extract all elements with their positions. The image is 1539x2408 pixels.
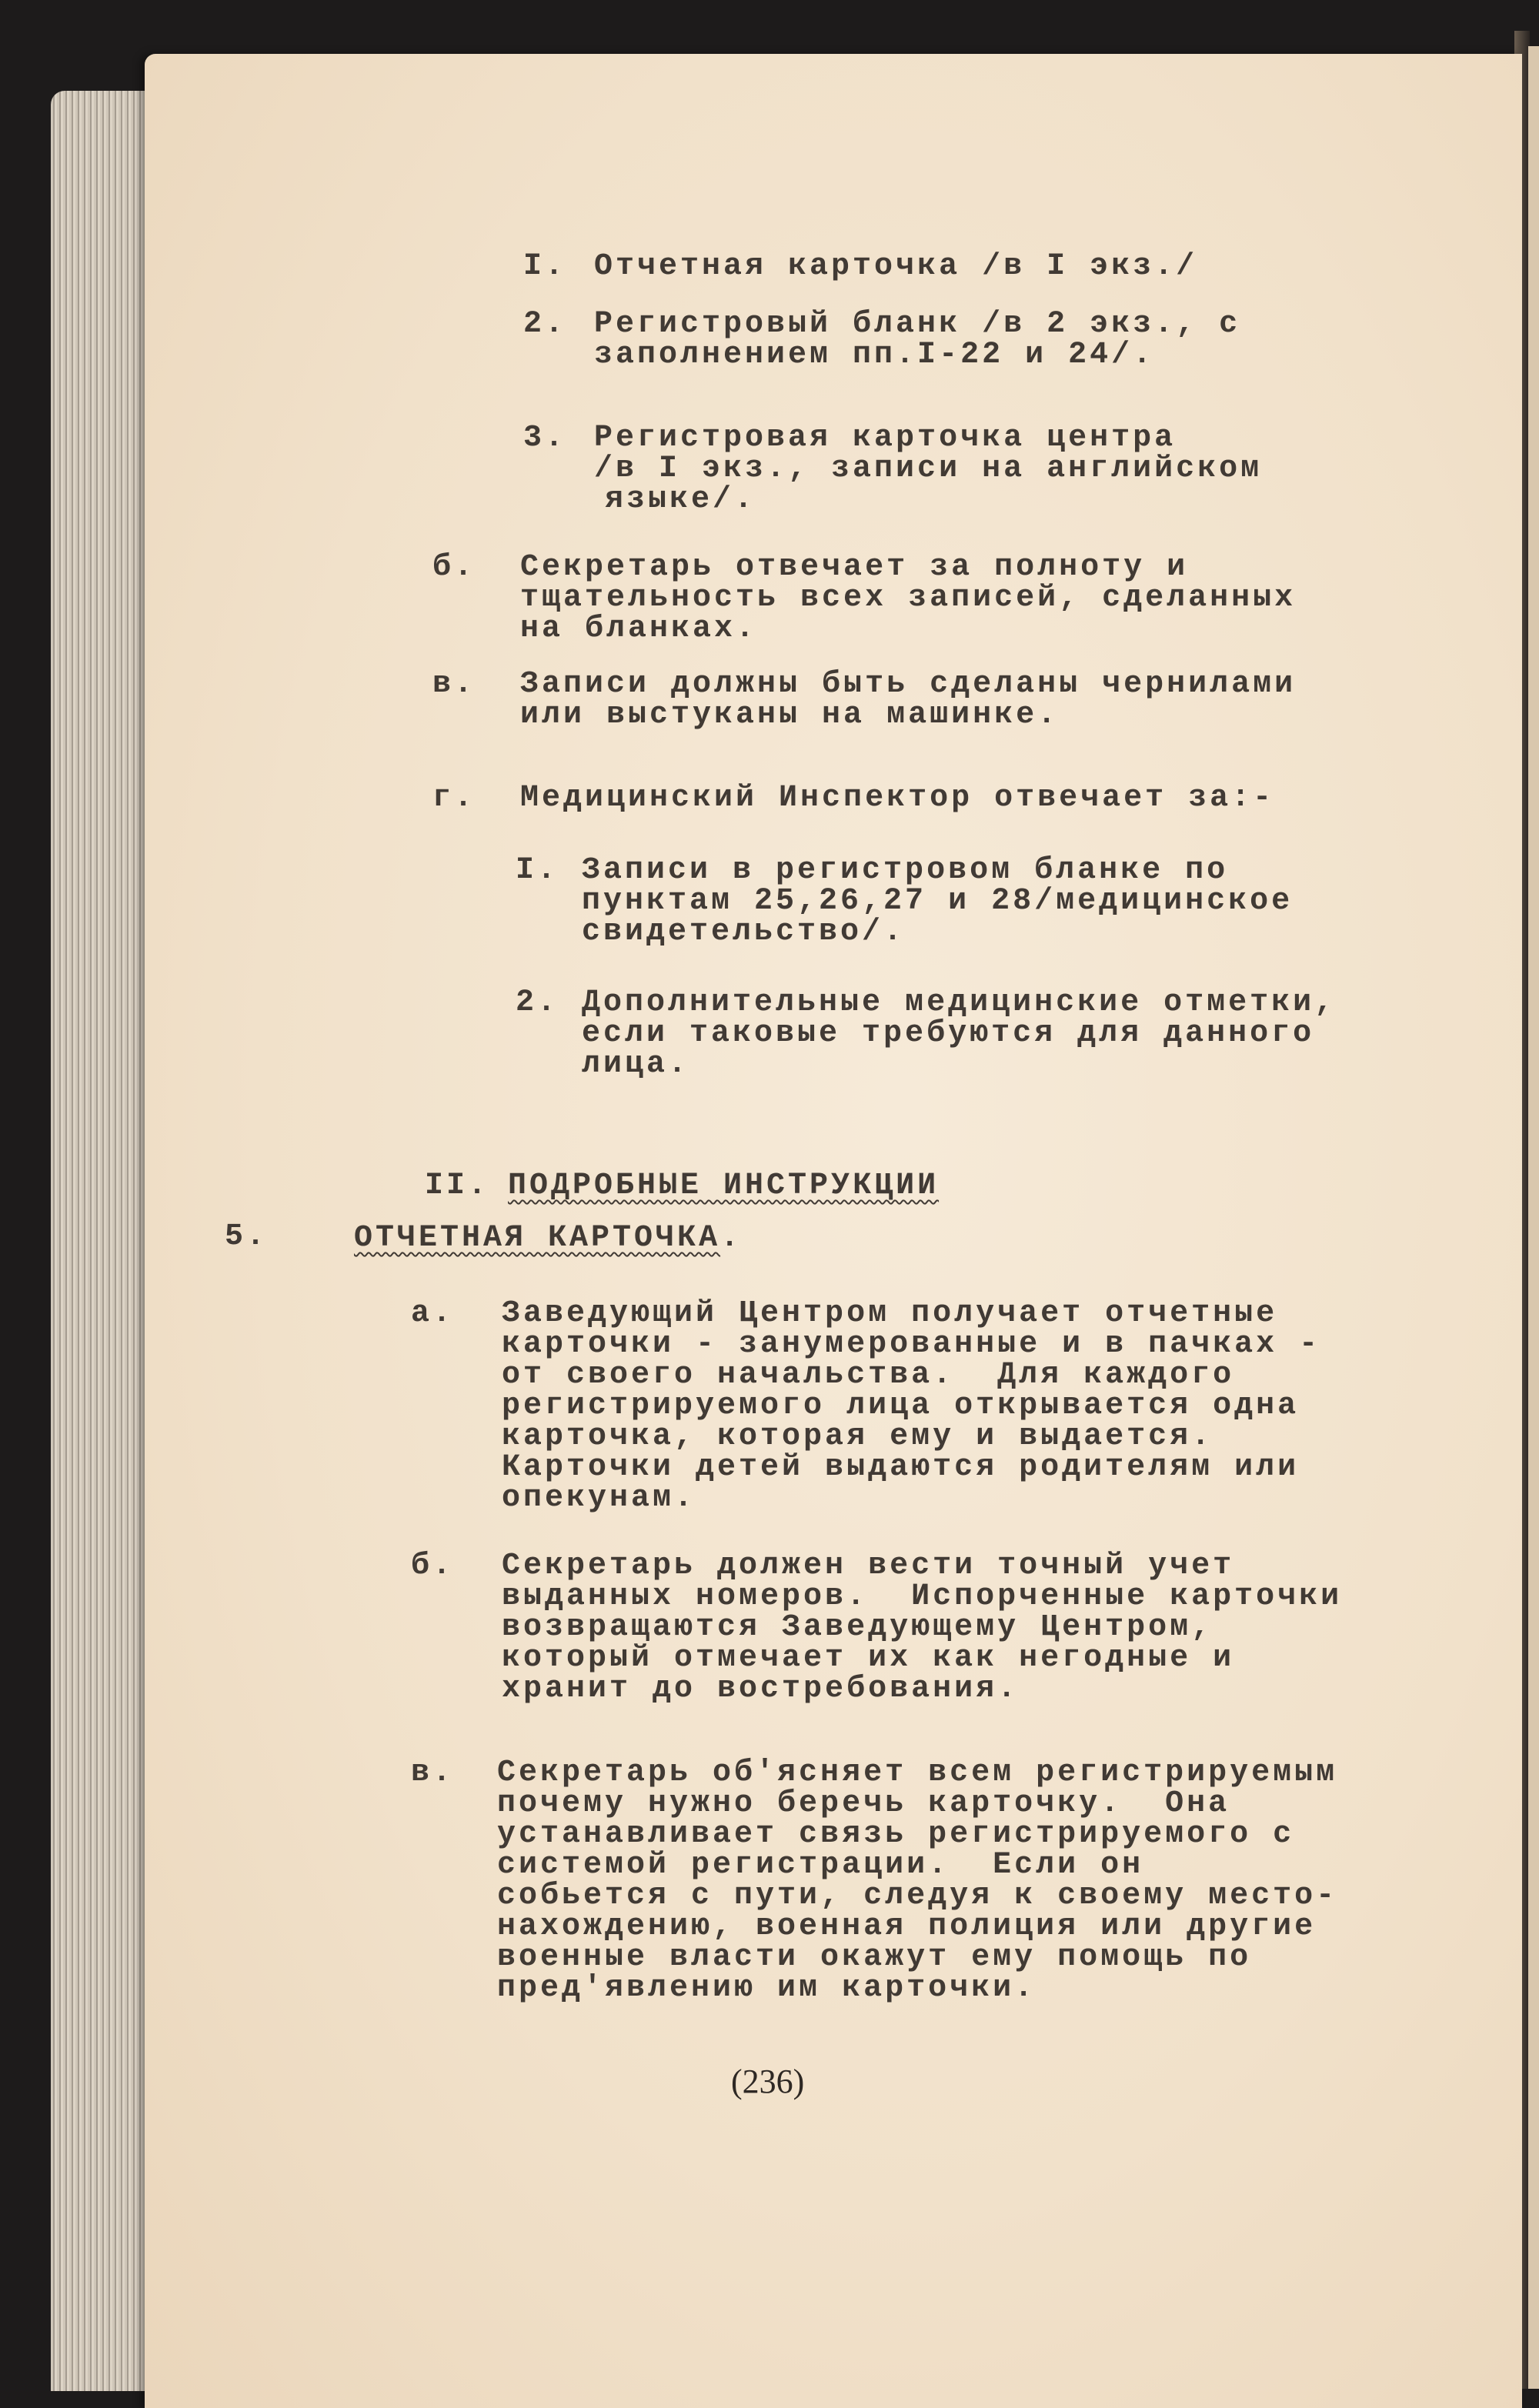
subsection-title: ОТЧЕТНАЯ КАРТОЧКА	[354, 1221, 721, 1256]
paragraph-text: Записи должны быть сделаны чернилами или выстуканы на машинке.	[520, 667, 1297, 732]
paragraph-text: Секретарь об'ясняет всем регистрируемым почему нужно беречь карточку. Она устанавливает связь регистрируемого с системой регистрации. Если он собьется с пути, следуя к своему место- нахождению, военная полиция или другие военные власти окажут ему помощь по пред'явлению им карточки.	[497, 1756, 1338, 2006]
item-text: Отчетная карточка /в I экз./	[594, 249, 1198, 284]
subsection-number: 5.	[225, 1219, 269, 1254]
paragraph-text: Медицинский Инспектор отвечает за:-	[520, 781, 1275, 815]
paragraph-label: б.	[432, 550, 476, 585]
item-number: 2.	[516, 986, 559, 1020]
paragraph-label: в.	[411, 1756, 455, 1790]
subsection-period: .	[720, 1221, 743, 1256]
paragraph-label: в.	[432, 667, 476, 702]
item-number: 3.	[523, 421, 567, 455]
section-title: ПОДРОБНЫЕ ИНСТРУКЦИИ	[508, 1169, 940, 1203]
next-page-edge	[1528, 46, 1539, 2389]
subsection-heading	[354, 1223, 742, 1254]
book-page-edges	[51, 91, 159, 2391]
item-text: Дополнительные медицинские отметки, если таковые требуются для данного лица.	[582, 986, 1337, 1082]
paragraph-label: г.	[432, 781, 476, 815]
paragraph-label: б.	[411, 1549, 455, 1583]
item-text: Регистровый бланк /в 2 экз., с заполнением пп.I-22 и 24/.	[594, 307, 1241, 372]
section-numeral: II.	[425, 1169, 490, 1203]
document-page	[145, 54, 1522, 2408]
item-text: Записи в регистровом бланке по пунктам 25,26,27 и 28/медицинское свидетельство/.	[582, 853, 1294, 949]
item-number: 2.	[523, 307, 567, 342]
paragraph-text: Секретарь отвечает за полноту и тщательность всех записей, сделанных на бланках.	[520, 550, 1297, 646]
item-number: I.	[516, 853, 559, 888]
paragraph-label: а.	[411, 1296, 455, 1331]
item-text: Регистровая карточка центра /в I экз., записи на английском языке/.	[594, 421, 1263, 517]
item-number: I.	[523, 249, 567, 284]
paragraph-text: Секретарь должен вести точный учет выданных номеров. Испорченные карточки возвращаются Заведующему Центром, который отмечает их как негодные и хранит до востребования.	[502, 1549, 1343, 1706]
page-number: (236)	[731, 2063, 805, 2100]
paragraph-text: Заведующий Центром получает отчетные карточки - занумерованные и в пачках - от своего начальства. Для каждого регистрируемого лица открывается одна карточка, которая ему и выдается. Карточки детей выдаются родителям или опекунам.	[502, 1296, 1321, 1516]
